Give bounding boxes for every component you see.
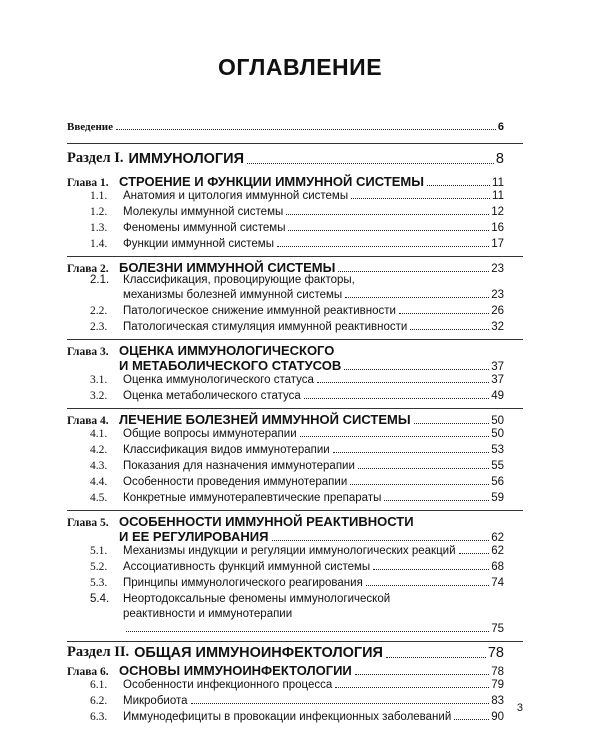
- item-title: Классификация видов иммунотерапии: [123, 444, 330, 456]
- item-page: 62: [491, 545, 504, 557]
- toc-chapter-1: [67, 174, 504, 189]
- toc-item-line1: [90, 274, 355, 286]
- toc-chapter-3: [119, 358, 504, 373]
- chapter-page: 37: [491, 361, 504, 373]
- toc-item: [90, 222, 504, 234]
- item-page: 75: [491, 623, 504, 635]
- chapter-label: Глава 5.: [67, 517, 109, 529]
- item-title-cont: механизмы болезней иммунной системы: [123, 289, 343, 301]
- toc-section-2: [67, 644, 504, 661]
- section-page: 8: [495, 151, 504, 167]
- item-number: 4.2.: [90, 444, 108, 456]
- divider: [67, 256, 523, 257]
- item-page: 53: [491, 444, 504, 456]
- item-title: Неортодоксальные феномены иммунологической: [123, 593, 391, 605]
- dot-leader: [351, 198, 490, 199]
- chapter-page: 78: [491, 666, 504, 678]
- dot-leader: [358, 468, 489, 469]
- item-title: Иммунодефициты в провокации инфекционных заболеваний: [123, 711, 452, 723]
- chapter-title-cont: И ЕЕ РЕГУЛИРОВАНИЯ: [119, 529, 269, 544]
- item-number: 4.1.: [90, 428, 108, 440]
- chapter-title: ОСОБЕННОСТИ ИММУННОЙ РЕАКТИВНОСТИ: [119, 514, 414, 529]
- item-title: Классификация, провоцирующие факторы,: [123, 274, 355, 286]
- item-title: Особенности проведения иммунотерапии: [123, 476, 348, 488]
- chapter-title: ЛЕЧЕНИЕ БОЛЕЗНЕЙ ИММУННОЙ СИСТЕМЫ: [119, 412, 411, 427]
- item-page: 50: [491, 428, 504, 440]
- dot-leader: [304, 398, 489, 399]
- toc-item: [90, 545, 504, 557]
- toc-item-line2: реактивности и иммунотерапии: [123, 608, 293, 620]
- dot-leader: [116, 129, 496, 130]
- dot-leader: [345, 297, 489, 298]
- item-page: 59: [491, 492, 504, 504]
- item-title: Молекулы иммунной системы: [123, 206, 284, 218]
- toc-chapter-3-line1: [67, 343, 334, 358]
- item-title: Ассоциативность функций иммунной системы: [123, 561, 371, 573]
- toc-item: [90, 374, 504, 386]
- item-page: 68: [491, 561, 504, 573]
- toc-chapter-4: [67, 412, 504, 427]
- item-page: 74: [491, 577, 504, 589]
- item-page: 12: [491, 206, 504, 218]
- chapter-label: Глава 4.: [67, 415, 109, 427]
- dot-leader: [410, 329, 489, 330]
- toc-item: [90, 476, 504, 488]
- item-title: Феномены иммунной системы: [123, 222, 286, 234]
- chapter-label: Глава 3.: [67, 346, 109, 358]
- section-label: Раздел II.: [67, 644, 130, 660]
- chapter-page: 50: [491, 415, 504, 427]
- item-number: 4.3.: [90, 460, 108, 472]
- item-number: 2.3.: [90, 321, 108, 333]
- dot-leader: [272, 540, 490, 541]
- toc-chapter-5-line1: [67, 514, 414, 529]
- item-page: 90: [491, 711, 504, 723]
- divider: [67, 510, 523, 511]
- dot-leader: [191, 703, 490, 704]
- toc-item: [90, 492, 504, 504]
- item-title: Механизмы индукции и регуляции иммунологических реакций: [123, 545, 456, 557]
- item-number: 6.2.: [90, 695, 108, 707]
- item-title: Микробиота: [123, 695, 188, 707]
- item-page: 83: [491, 695, 504, 707]
- dot-leader: [126, 631, 489, 632]
- dot-leader: [344, 369, 489, 370]
- section-page: 78: [487, 645, 504, 661]
- chapter-label: Глава 2.: [67, 263, 109, 275]
- toc-entry-intro: [67, 121, 504, 133]
- toc-item: [90, 190, 504, 202]
- toc-entry-page: 6: [497, 121, 504, 133]
- toc-item: [90, 460, 504, 472]
- item-title: Принципы иммунологического реагирования: [123, 577, 363, 589]
- item-title: Анатомия и цитология иммунной системы: [123, 190, 349, 202]
- item-number: 1.1.: [90, 190, 108, 202]
- item-number: 5.1.: [90, 545, 108, 557]
- item-page: 23: [491, 289, 504, 301]
- divider: [67, 143, 523, 144]
- item-title: Оценка иммунологического статуса: [123, 374, 314, 386]
- item-title: Патологическое снижение иммунной реактивности: [123, 305, 396, 317]
- item-page: 11: [492, 190, 504, 202]
- dot-leader: [454, 719, 489, 720]
- chapter-label: Глава 1.: [67, 177, 109, 189]
- chapter-page: 62: [491, 532, 504, 544]
- dot-leader: [399, 313, 489, 314]
- item-title: Патологическая стимуляция иммунной реактивности: [123, 321, 408, 333]
- dot-leader: [317, 382, 489, 383]
- item-number: 4.5.: [90, 492, 108, 504]
- toc-item: [90, 206, 504, 218]
- item-number: 1.2.: [90, 206, 108, 218]
- item-page: 32: [491, 321, 504, 333]
- toc-item: [123, 623, 504, 635]
- dot-leader: [335, 687, 489, 688]
- dot-leader: [386, 657, 486, 658]
- page-number: 3: [516, 702, 523, 714]
- dot-leader: [384, 500, 489, 501]
- chapter-page: 11: [492, 177, 504, 189]
- item-page: 49: [491, 390, 504, 402]
- divider: [67, 641, 523, 642]
- dot-leader: [277, 246, 489, 247]
- toc-item: [90, 321, 504, 333]
- chapter-title-cont: И МЕТАБОЛИЧЕСКОГО СТАТУСОВ: [119, 358, 342, 373]
- toc-item: [90, 577, 504, 589]
- dot-leader: [288, 230, 489, 231]
- item-page: 26: [491, 305, 504, 317]
- chapter-page: 23: [491, 263, 504, 275]
- toc-item: [90, 695, 504, 707]
- item-number: 2.1.: [90, 274, 110, 286]
- item-title: Общие вопросы иммунотерапии: [123, 428, 297, 440]
- dot-leader: [355, 674, 489, 675]
- item-number: 4.4.: [90, 476, 108, 488]
- divider: [67, 339, 523, 340]
- dot-leader: [338, 271, 489, 272]
- item-page: 79: [491, 679, 504, 691]
- dot-leader: [459, 553, 490, 554]
- dot-leader: [333, 452, 490, 453]
- item-number: 5.3.: [90, 577, 108, 589]
- section-label: Раздел I.: [67, 150, 124, 166]
- item-title: Особенности инфекционного процесса: [123, 679, 333, 691]
- item-page: 17: [491, 238, 504, 250]
- section-title: ОБЩАЯ ИММУНОИНФЕКТОЛОГИЯ: [134, 645, 383, 661]
- toc-item: [90, 711, 504, 723]
- dot-leader: [373, 569, 489, 570]
- chapter-title: ОЦЕНКА ИММУНОЛОГИЧЕСКОГО: [119, 343, 335, 358]
- toc-item: [123, 289, 504, 301]
- dot-leader: [300, 436, 490, 437]
- toc-item: [90, 238, 504, 250]
- item-page: 56: [491, 476, 504, 488]
- toc-entry-title: Введение: [67, 121, 114, 133]
- toc-chapter-6: [67, 663, 504, 678]
- chapter-title: СТРОЕНИЕ И ФУНКЦИИ ИММУННОЙ СИСТЕМЫ: [119, 174, 424, 189]
- item-number: 1.3.: [90, 222, 108, 234]
- toc-section-1: [67, 150, 504, 167]
- toc-item: [90, 561, 504, 573]
- item-title: Показания для назначения иммунотерапии: [123, 460, 355, 472]
- dot-leader: [247, 163, 494, 164]
- item-page: 55: [491, 460, 504, 472]
- item-number: 3.1.: [90, 374, 108, 386]
- item-number: 2.2.: [90, 305, 108, 317]
- page-title: ОГЛАВЛЕНИЕ: [217, 54, 383, 80]
- item-page: 16: [491, 222, 504, 234]
- item-number: 1.4.: [90, 238, 108, 250]
- item-number: 6.1.: [90, 679, 108, 691]
- item-number: 5.4.: [90, 593, 110, 605]
- toc-item-line1: [90, 593, 390, 605]
- toc-item: [90, 390, 504, 402]
- divider: [67, 408, 523, 409]
- dot-leader: [286, 214, 489, 215]
- item-title: Оценка метаболического статуса: [123, 390, 301, 402]
- toc-item: [90, 679, 504, 691]
- chapter-title: БОЛЕЗНИ ИММУННОЙ СИСТЕМЫ: [119, 260, 336, 275]
- item-title: Функции иммунной системы: [123, 238, 274, 250]
- item-page: 37: [491, 374, 504, 386]
- dot-leader: [350, 484, 489, 485]
- section-title: ИММУНОЛОГИЯ: [128, 151, 244, 167]
- item-number: 5.2.: [90, 561, 108, 573]
- dot-leader: [427, 185, 490, 186]
- toc-item: [90, 305, 504, 317]
- toc-item: [90, 428, 504, 440]
- item-title: Конкретные иммунотерапевтические препараты: [123, 492, 382, 504]
- toc-chapter-5: [119, 529, 504, 544]
- chapter-label: Глава 6.: [67, 666, 109, 678]
- chapter-title: ОСНОВЫ ИММУНОИНФЕКТОЛОГИИ: [119, 663, 352, 678]
- toc-chapter-2: [67, 260, 504, 275]
- item-number: 3.2.: [90, 390, 108, 402]
- item-number: 6.3.: [90, 711, 108, 723]
- dot-leader: [366, 585, 489, 586]
- toc-item: [90, 444, 504, 456]
- dot-leader: [414, 423, 490, 424]
